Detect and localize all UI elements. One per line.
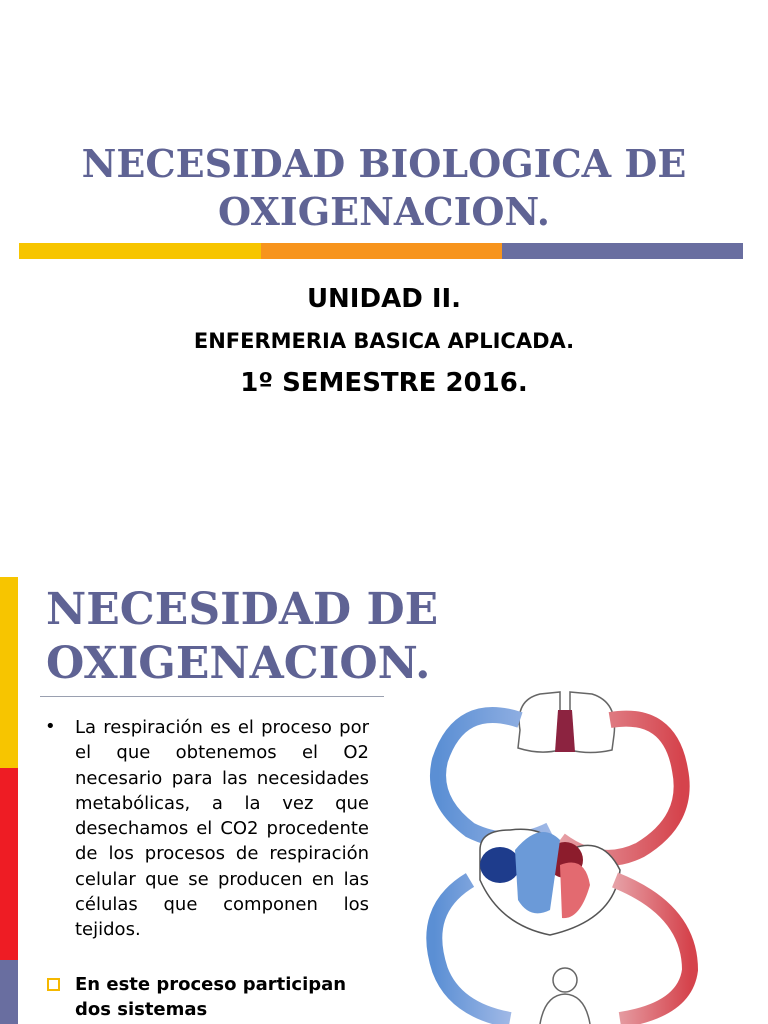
main-title: NECESIDAD BIOLOGICA DE OXIGENACION. — [81, 141, 687, 234]
accent-bar-purple — [502, 243, 743, 259]
circulation-diagram-icon — [400, 680, 720, 1024]
bullet-text-2: En este proceso participan dos sistemas — [75, 974, 347, 1020]
slide2-title-line1: NECESIDAD DE — [46, 584, 439, 635]
slide2-title-line2: OXIGENACION. — [46, 638, 431, 689]
semester-label: 1º SEMESTRE 2016. — [240, 368, 528, 398]
slide2-title — [46, 583, 438, 691]
side-stripe-red — [0, 768, 18, 960]
title-divider — [40, 696, 384, 697]
side-stripe-yellow — [0, 577, 18, 768]
course-label: ENFERMERIA BASICA APLICADA. — [193, 329, 575, 353]
accent-bar-yellow — [19, 243, 261, 259]
bullet-text-1: La respiración es el proceso por el que obtenemos el O2 necesario para las necesidades metabólicas, a la vez que desechamos el CO2 procedente de los procesos de respiración celular que se producen en las células que componen los tejidos. — [75, 717, 369, 941]
unit-label: UNIDAD II. — [306, 284, 462, 314]
square-bullet-icon — [47, 978, 60, 991]
accent-bar-orange — [261, 243, 502, 259]
bullet-dot-icon: • — [45, 716, 56, 737]
side-stripe-purple — [0, 960, 18, 1024]
